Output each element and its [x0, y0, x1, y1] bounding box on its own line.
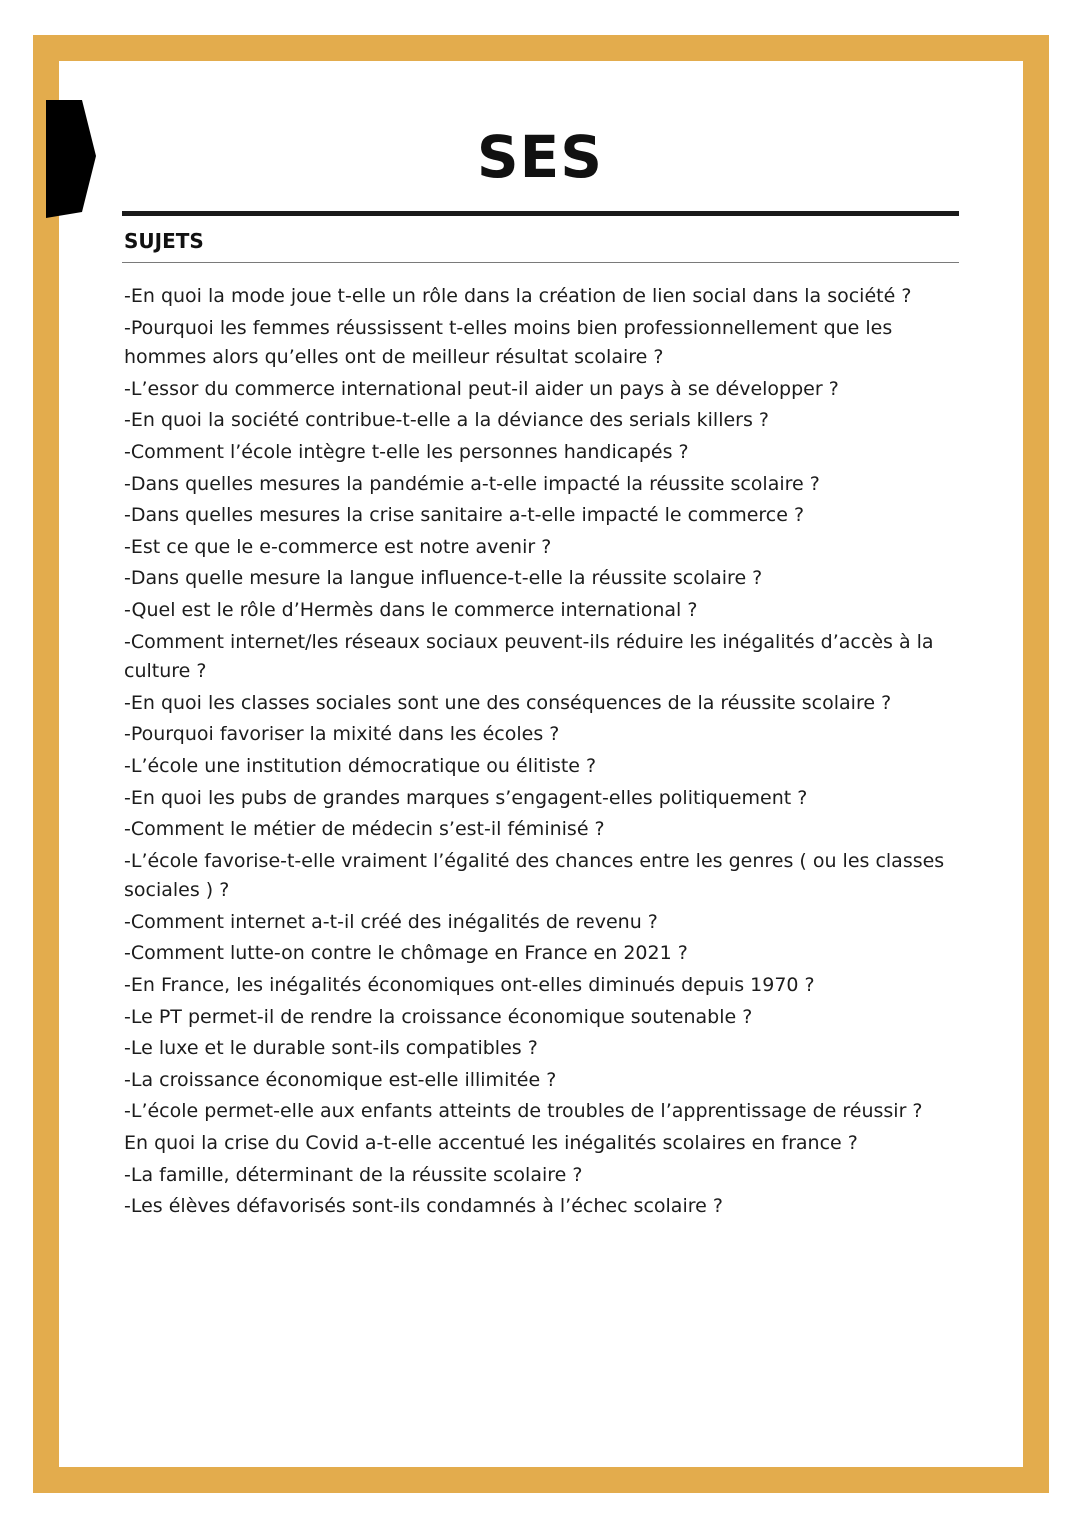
- list-item: -Dans quelle mesure la langue influence-t-elle la réussite scolaire ?: [124, 567, 763, 590]
- list-item: -Le luxe et le durable sont-ils compatibles ?: [124, 1037, 538, 1060]
- list-item: -Quel est le rôle d’Hermès dans le commerce international ?: [124, 598, 698, 621]
- list-item: -Comment l’école intègre t-elle les personnes handicapés ?: [124, 440, 689, 463]
- list-item: -L’essor du commerce international peut-il aider un pays à se développer ?: [124, 377, 839, 400]
- list-item: -Pourquoi favoriser la mixité dans les écoles ?: [124, 723, 560, 746]
- list-item: En quoi la crise du Covid a-t-elle accentué les inégalités scolaires en france ?: [124, 1132, 858, 1155]
- list-item: -En France, les inégalités économiques ont-elles diminués depuis 1970 ?: [124, 974, 815, 997]
- list-item: -Dans quelles mesures la crise sanitaire a-t-elle impacté le commerce ?: [124, 504, 805, 527]
- section-divider: [122, 262, 959, 263]
- list-item: -Le PT permet-il de rendre la croissance économique soutenable ?: [124, 1005, 753, 1028]
- list-item: -Dans quelles mesures la pandémie a-t-elle impacté la réussite scolaire ?: [124, 472, 820, 495]
- list-item: -Les élèves défavorisés sont-ils condamnés à l’échec scolaire ?: [124, 1195, 723, 1218]
- section-heading: SUJETS: [124, 229, 204, 253]
- list-item: -Comment le métier de médecin s’est-il féminisé ?: [124, 818, 605, 841]
- list-item: -Pourquoi les femmes réussissent t-elles moins bien professionnellement que les hommes alors qu’elles ont de meilleur résultat scolaire ?: [124, 316, 893, 369]
- list-item: -La famille, déterminant de la réussite scolaire ?: [124, 1163, 583, 1186]
- list-item: -En quoi la mode joue t-elle un rôle dans la création de lien social dans la société ?: [124, 285, 912, 307]
- page-title: SES: [476, 123, 604, 191]
- list-item: -Comment lutte-on contre le chômage en France en 2021 ?: [124, 942, 688, 965]
- list-item: -L’école permet-elle aux enfants atteints de troubles de l’apprentissage de réussir ?: [124, 1100, 923, 1123]
- list-item: -En quoi la société contribue-t-elle a la déviance des serials killers ?: [124, 409, 770, 432]
- list-item: -La croissance économique est-elle illimitée ?: [124, 1068, 557, 1091]
- list-item: -Comment internet/les réseaux sociaux peuvent-ils réduire les inégalités d’accès à la culture ?: [124, 630, 934, 683]
- subject-list: [124, 282, 946, 1224]
- title-divider: [122, 211, 959, 216]
- list-item: -Comment internet a-t-il créé des inégalités de revenu ?: [124, 910, 658, 933]
- list-item: -L’école favorise-t-elle vraiment l’égalité des chances entre les genres ( ou les classes sociales ) ?: [124, 849, 945, 902]
- list-item: -Est ce que le e-commerce est notre avenir ?: [124, 535, 552, 558]
- list-item: -En quoi les pubs de grandes marques s’engagent-elles politiquement ?: [124, 786, 808, 809]
- list-item: -L’école une institution démocratique ou élitiste ?: [124, 754, 597, 777]
- list-item: -En quoi les classes sociales sont une des conséquences de la réussite scolaire ?: [124, 691, 892, 714]
